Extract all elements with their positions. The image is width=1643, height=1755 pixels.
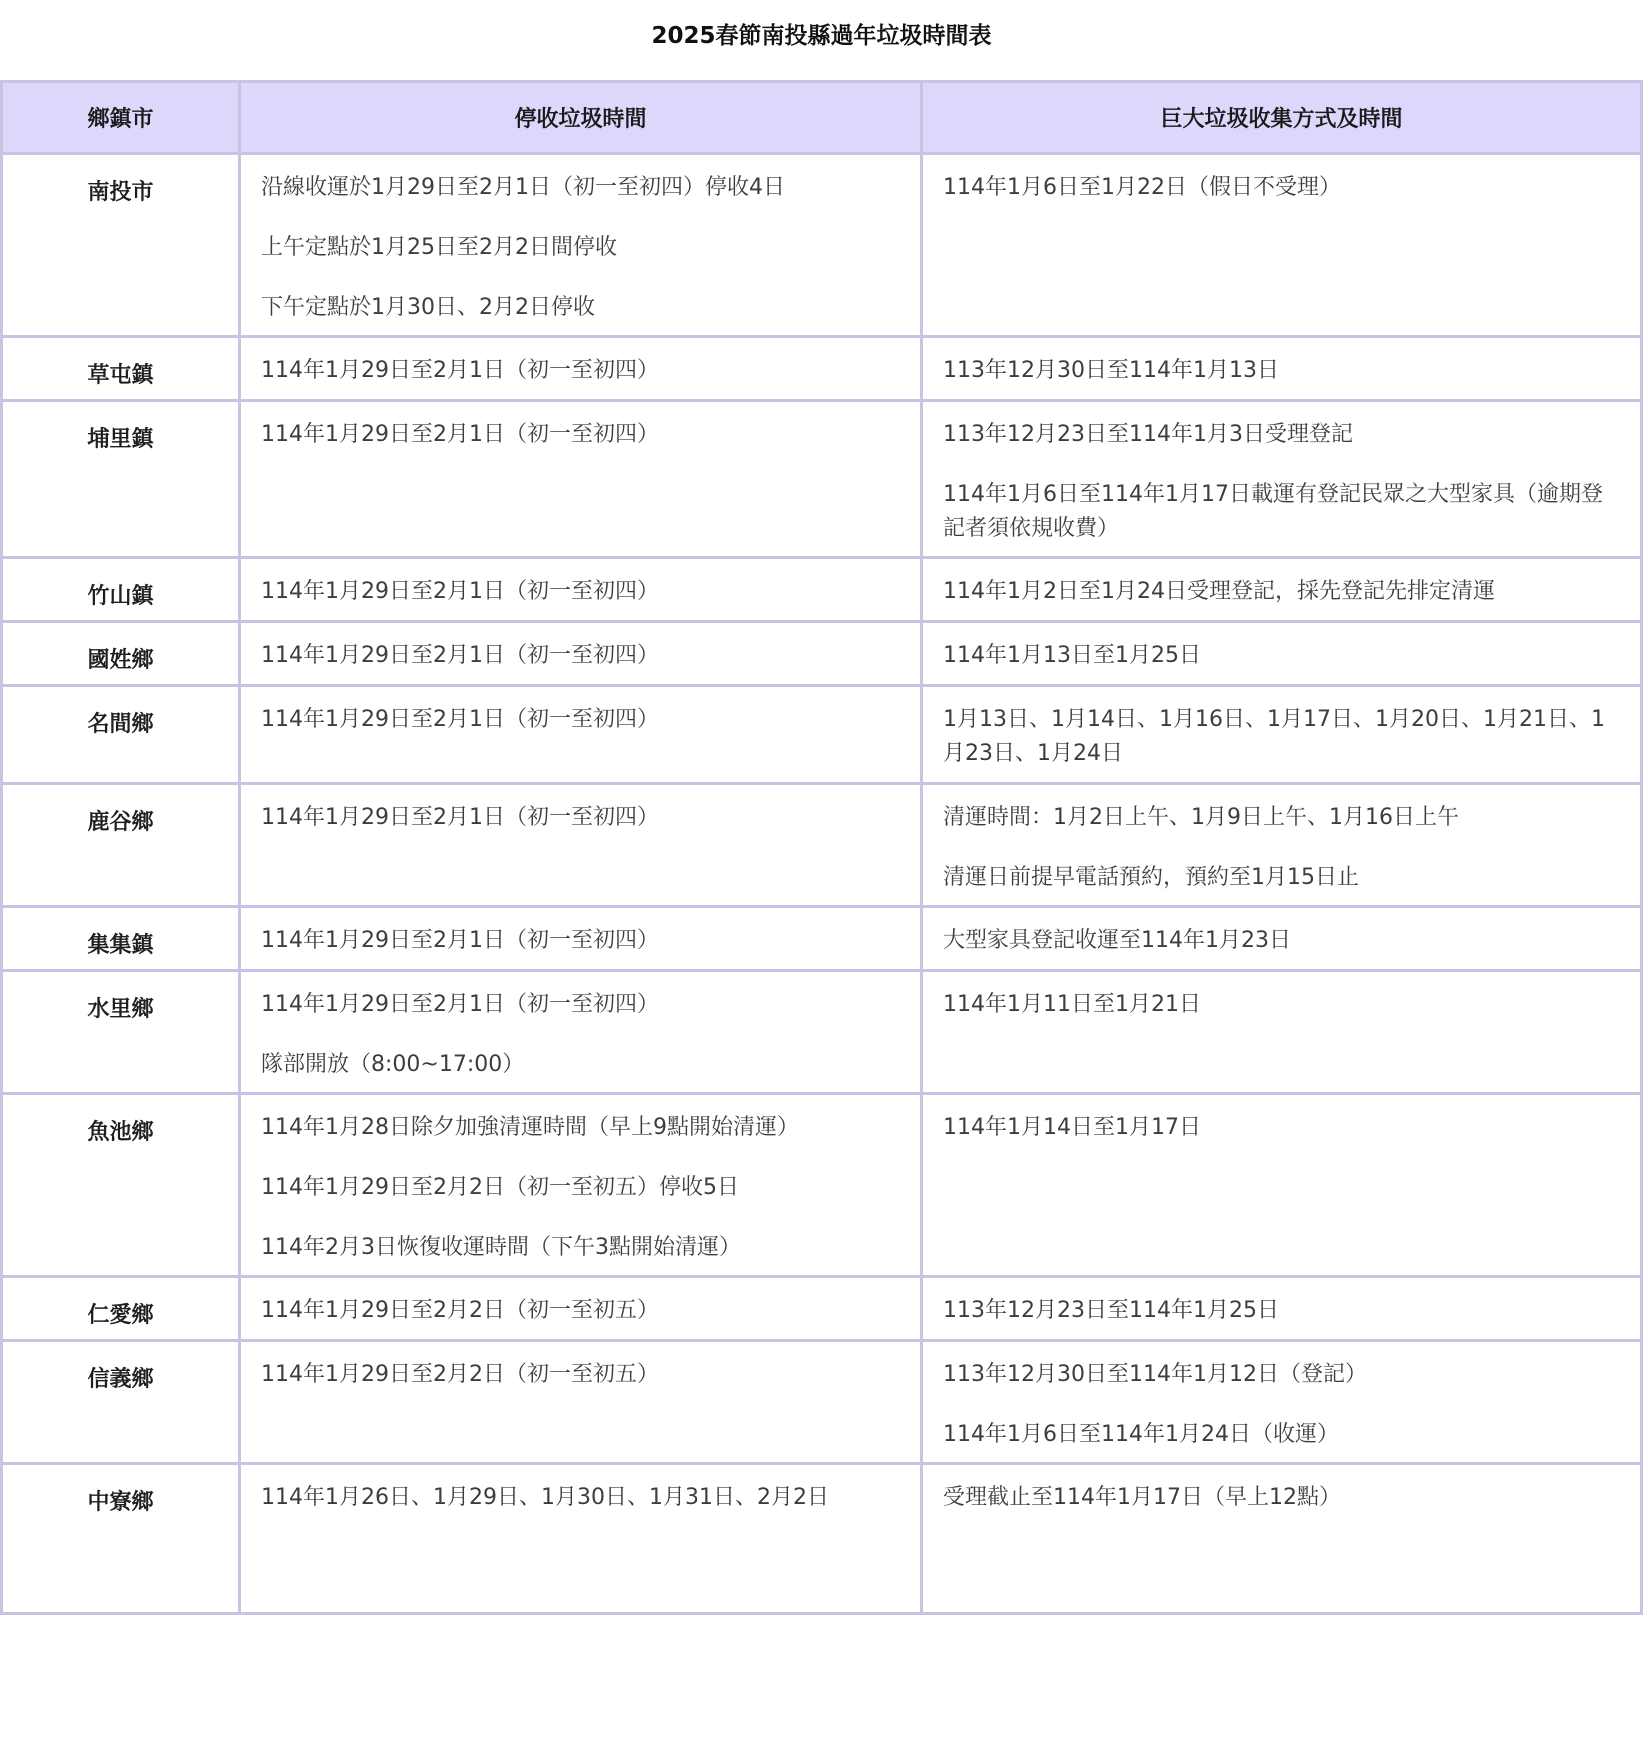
bulk-collection-line: 114年1月2日至1月24日受理登記，採先登記先排定清運 (943, 579, 1495, 604)
bulk-collection-line: 受理截止至114年1月17日（早上12點） (943, 1485, 1341, 1510)
town-cell: 埔里鎮 (2, 401, 240, 558)
header-town: 鄉鎮市 (2, 82, 240, 154)
bulk-collection-line: 114年1月13日至1月25日 (943, 643, 1201, 668)
stop-time-cell (240, 1341, 922, 1464)
town-cell: 名間鄉 (2, 686, 240, 784)
table-header-row (2, 82, 1642, 154)
stop-time-cell (240, 971, 922, 1094)
bulk-collection-line: 大型家具登記收運至114年1月23日 (943, 928, 1291, 953)
stop-time-line: 114年1月29日至2月2日（初一至初五） (261, 1362, 659, 1387)
stop-time-line: 114年1月29日至2月1日（初一至初四） (261, 358, 659, 383)
town-cell: 信義鄉 (2, 1341, 240, 1464)
bulk-collection-line: 114年1月14日至1月17日 (943, 1115, 1201, 1140)
bulk-collection-cell (922, 971, 1642, 1094)
town-cell: 仁愛鄉 (2, 1277, 240, 1341)
stop-time-cell (240, 1094, 922, 1277)
town-cell: 國姓鄉 (2, 622, 240, 686)
stop-time-cell (240, 1464, 922, 1614)
town-cell: 魚池鄉 (2, 1094, 240, 1277)
stop-time-cell (240, 686, 922, 784)
bulk-collection-cell (922, 784, 1642, 907)
stop-time-line: 114年1月29日至2月2日（初一至初五） (261, 1298, 659, 1323)
bulk-collection-line: 清運日前提早電話預約，預約至1月15日止 (943, 865, 1359, 890)
stop-time-cell (240, 401, 922, 558)
stop-time-line: 114年1月29日至2月1日（初一至初四） (261, 579, 659, 604)
header-stop-time: 停收垃圾時間 (240, 82, 922, 154)
bulk-collection-line: 114年1月6日至114年1月17日載運有登記民眾之大型家具（逾期登記者須依規收費） (943, 482, 1603, 541)
stop-time-line: 114年1月28日除夕加強清運時間（早上9點開始清運） (261, 1115, 799, 1140)
table-row (2, 907, 1642, 971)
bulk-collection-line: 114年1月6日至1月22日（假日不受理） (943, 175, 1341, 200)
bulk-collection-line: 113年12月23日至114年1月3日受理登記 (943, 422, 1353, 447)
stop-time-line: 沿線收運於1月29日至2月1日（初一至初四）停收4日 (261, 175, 785, 200)
table-row (2, 784, 1642, 907)
bulk-collection-line: 113年12月23日至114年1月25日 (943, 1298, 1279, 1323)
bulk-collection-line: 1月13日、1月14日、1月16日、1月17日、1月20日、1月21日、1月23日、1月24日 (943, 707, 1605, 766)
table-row (2, 558, 1642, 622)
table-row (2, 1341, 1642, 1464)
stop-time-line: 114年1月29日至2月1日（初一至初四） (261, 928, 659, 953)
stop-time-cell (240, 558, 922, 622)
stop-time-line: 114年1月29日至2月1日（初一至初四） (261, 707, 659, 732)
stop-time-line: 114年1月29日至2月1日（初一至初四） (261, 643, 659, 668)
bulk-collection-line: 清運時間：1月2日上午、1月9日上午、1月16日上午 (943, 805, 1459, 830)
stop-time-line: 114年1月29日至2月1日（初一至初四） (261, 992, 659, 1017)
bulk-collection-cell (922, 1094, 1642, 1277)
garbage-schedule-table (0, 80, 1643, 1615)
stop-time-line: 114年1月29日至2月1日（初一至初四） (261, 422, 659, 447)
stop-time-cell (240, 907, 922, 971)
town-cell: 南投市 (2, 154, 240, 337)
stop-time-cell (240, 1277, 922, 1341)
stop-time-line: 114年2月3日恢復收運時間（下午3點開始清運） (261, 1235, 741, 1260)
stop-time-line: 114年1月26日、1月29日、1月30日、1月31日、2月2日 (261, 1485, 829, 1510)
bulk-collection-cell (922, 401, 1642, 558)
town-cell: 水里鄉 (2, 971, 240, 1094)
header-bulk-collection: 巨大垃圾收集方式及時間 (922, 82, 1642, 154)
bulk-collection-cell (922, 337, 1642, 401)
bulk-collection-cell (922, 1464, 1642, 1614)
town-cell: 中寮鄉 (2, 1464, 240, 1614)
table-row (2, 1094, 1642, 1277)
stop-time-line: 隊部開放（8:00~17:00） (261, 1052, 525, 1077)
table-row (2, 337, 1642, 401)
bulk-collection-cell (922, 622, 1642, 686)
town-cell: 竹山鎮 (2, 558, 240, 622)
table-row (2, 401, 1642, 558)
town-cell: 草屯鎮 (2, 337, 240, 401)
table-row (2, 1277, 1642, 1341)
bulk-collection-line: 113年12月30日至114年1月13日 (943, 358, 1279, 383)
bulk-collection-cell (922, 1341, 1642, 1464)
stop-time-cell (240, 337, 922, 401)
stop-time-cell (240, 784, 922, 907)
bulk-collection-cell (922, 907, 1642, 971)
bulk-collection-line: 114年1月6日至114年1月24日（收運） (943, 1422, 1339, 1447)
bulk-collection-cell (922, 154, 1642, 337)
bulk-collection-cell (922, 558, 1642, 622)
table-row (2, 971, 1642, 1094)
bulk-collection-cell (922, 1277, 1642, 1341)
bulk-collection-cell (922, 686, 1642, 784)
page-title: 2025春節南投縣過年垃圾時間表 (651, 23, 992, 49)
table-row (2, 686, 1642, 784)
stop-time-cell (240, 154, 922, 337)
stop-time-cell (240, 622, 922, 686)
stop-time-line: 114年1月29日至2月1日（初一至初四） (261, 805, 659, 830)
table-row (2, 622, 1642, 686)
stop-time-line: 下午定點於1月30日、2月2日停收 (261, 295, 595, 320)
town-cell: 集集鎮 (2, 907, 240, 971)
bulk-collection-line: 114年1月11日至1月21日 (943, 992, 1201, 1017)
stop-time-line: 114年1月29日至2月2日（初一至初五）停收5日 (261, 1175, 739, 1200)
town-cell: 鹿谷鄉 (2, 784, 240, 907)
stop-time-line: 上午定點於1月25日至2月2日間停收 (261, 235, 617, 260)
bulk-collection-line: 113年12月30日至114年1月12日（登記） (943, 1362, 1367, 1387)
table-row (2, 154, 1642, 337)
table-row (2, 1464, 1642, 1614)
